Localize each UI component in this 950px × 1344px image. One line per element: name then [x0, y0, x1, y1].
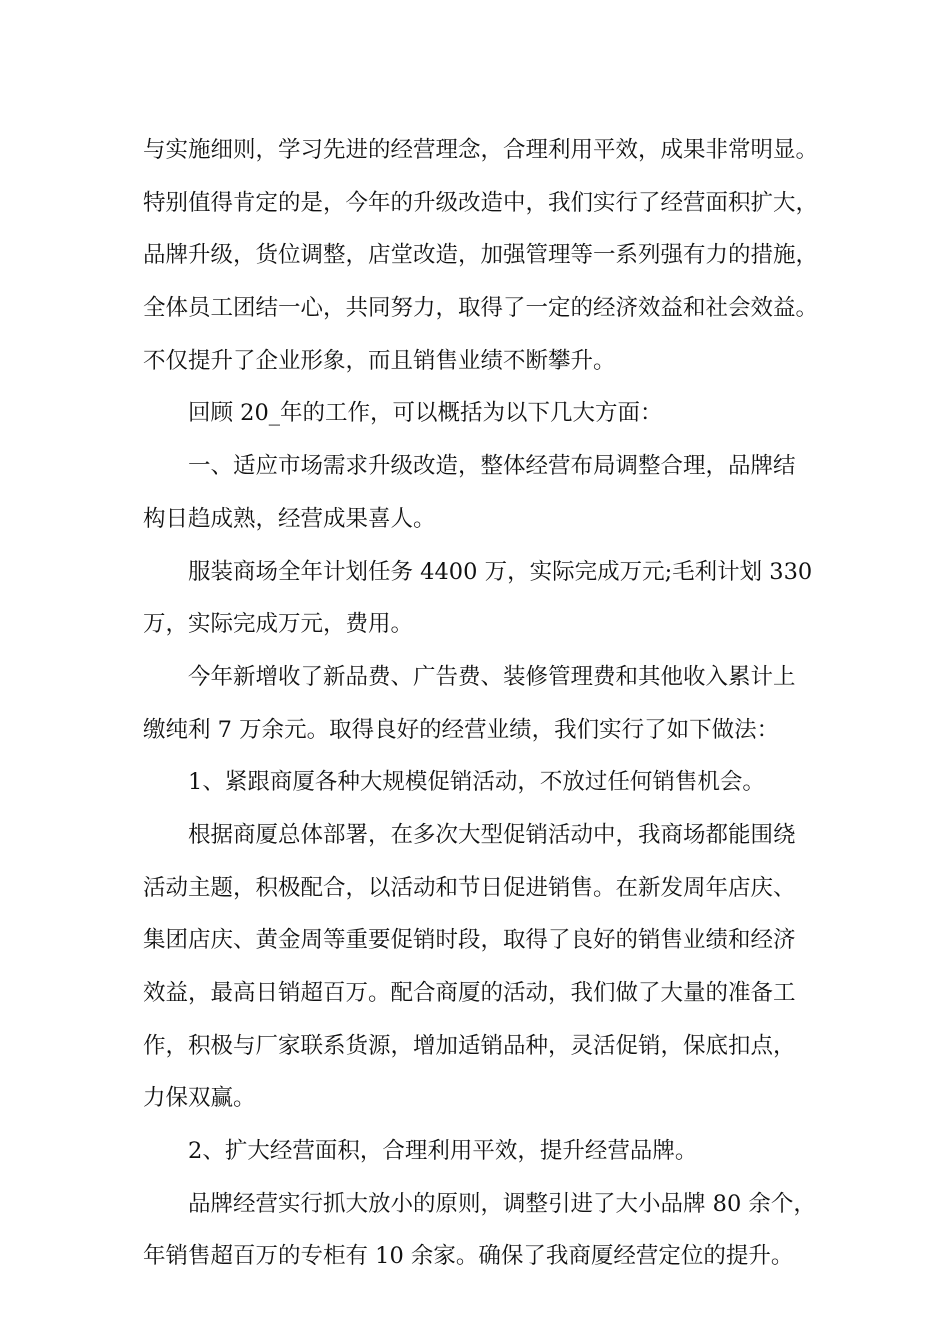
text-line: 构日趋成熟，经营成果喜人。 — [143, 505, 436, 532]
text-line: 万，实际完成万元，费用。 — [143, 611, 414, 638]
text-line: 年销售超百万的专柜有 10 余家。确保了我商厦经营定位的提升。 — [143, 1243, 794, 1270]
document-body — [143, 124, 833, 1283]
text-line: 全体员工团结一心，共同努力，取得了一定的经济效益和社会效益。 — [143, 295, 819, 322]
text-line: 一、适应市场需求升级改造，整体经营布局调整合理，品牌结 — [188, 453, 796, 480]
text-line: 效益，最高日销超百万。配合商厦的活动，我们做了大量的准备工 — [143, 980, 796, 1006]
text-line: 今年新增收了新品费、广告费、装修管理费和其他收入累计上 — [188, 663, 796, 690]
text-line: 缴纯利 7 万余元。取得良好的经营业绩，我们实行了如下做法： — [143, 716, 780, 743]
text-line: 不仅提升了企业形象，而且销售业绩不断攀升。 — [143, 347, 616, 374]
text-line: 根据商厦总体部署，在多次大型促销活动中，我商场都能围绕 — [188, 821, 796, 848]
text-line: 活动主题，积极配合，以活动和节日促进销售。在新发周年店庆、 — [143, 874, 796, 901]
text-line: 2、扩大经营面积，合理利用平效，提升经营品牌。 — [188, 1138, 698, 1165]
text-line: 作，积极与厂家联系货源，增加适销品种，灵活促销，保底扣点， — [143, 1032, 796, 1059]
text-line: 特别值得肯定的是，今年的升级改造中，我们实行了经营面积扩大， — [143, 189, 819, 216]
text-line: 集团店庆、黄金周等重要促销时段，取得了良好的销售业绩和经济 — [143, 927, 796, 954]
text-line: 与实施细则，学习先进的经营理念，合理利用平效，成果非常明显。 — [143, 137, 819, 163]
text-line: 服装商场全年计划任务 4400 万，实际完成万元;毛利计划 330 — [188, 558, 813, 585]
text-line: 品牌经营实行抓大放小的原则，调整引进了大小品牌 80 余个， — [188, 1190, 816, 1217]
text-line: 回顾 20_年的工作，可以概括为以下几大方面： — [188, 400, 663, 427]
text-line: 力保双赢。 — [143, 1085, 256, 1112]
text-line: 1、紧跟商厦各种大规模促销活动，不放过任何销售机会。 — [188, 769, 765, 796]
text-line: 品牌升级，货位调整，店堂改造，加强管理等一系列强有力的措施， — [143, 242, 819, 269]
